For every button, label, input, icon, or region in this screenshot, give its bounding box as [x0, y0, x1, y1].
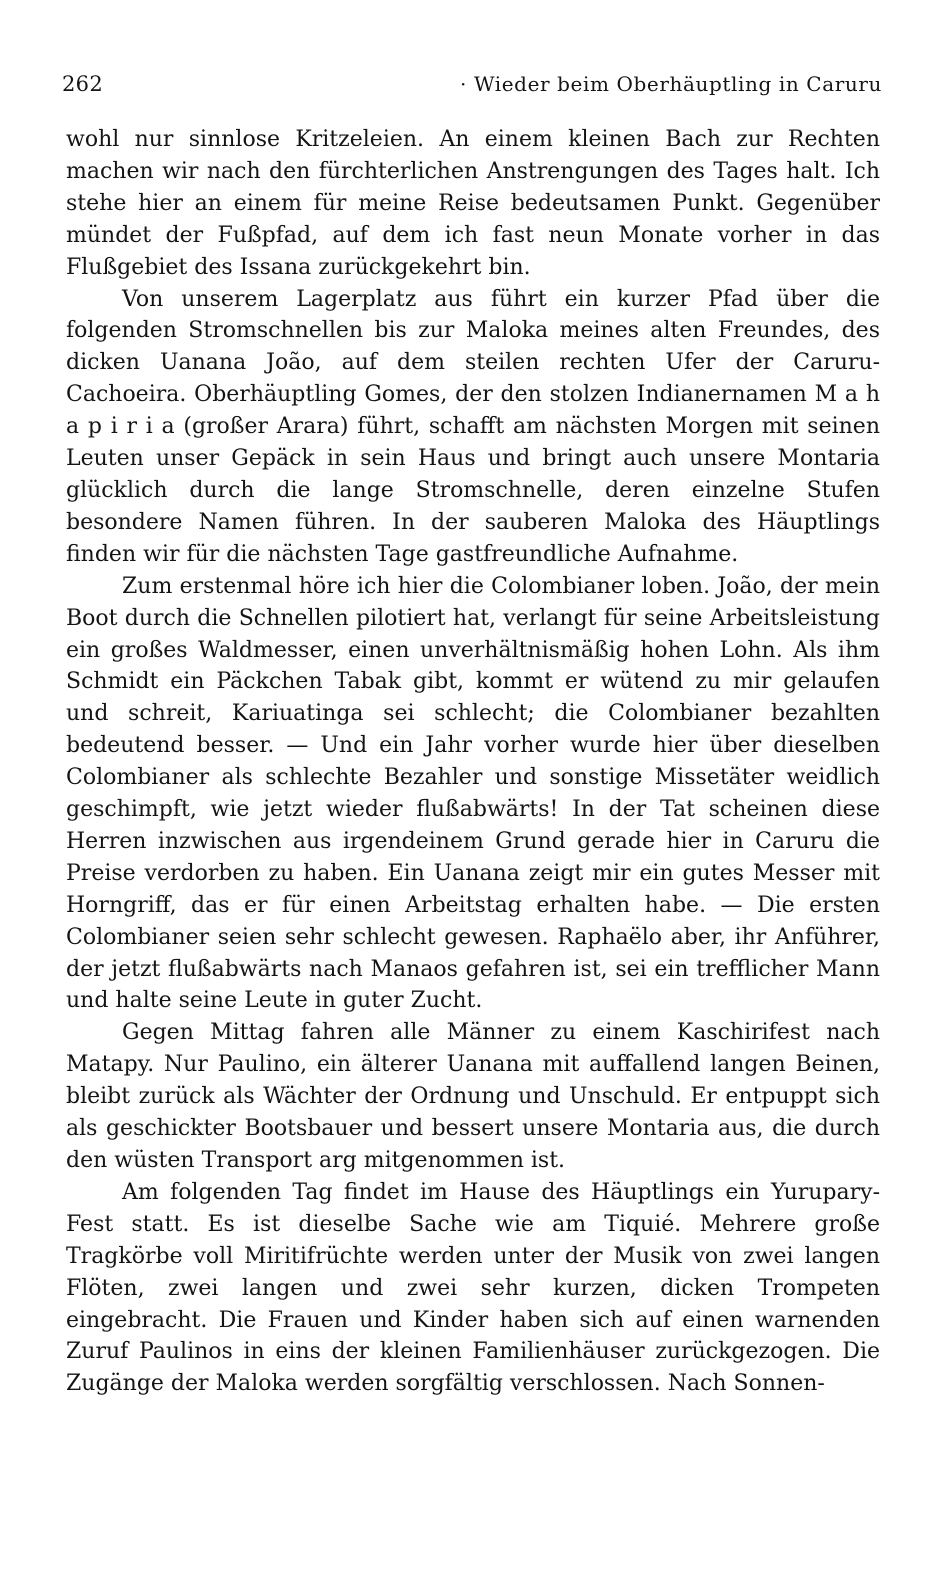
paragraph-5: Am folgenden Tag findet im Hause des Häuptlings ein Yurupary-Fest statt. Es ist dieselbe Sache wie am Tiquié. Mehrere große Tragkörbe voll Miritifrüchte werden unter der Musik von zwei langen Flöten, zwei langen und zwei sehr kurzen, dicken Trompeten eingebracht. Die Frauen und Kinder haben sich auf einen warnenden Zuruf Paulinos in eins der kleinen Familienhäuser zurückgezogen. Die Zugänge der Maloka werden sorgfältig verschlossen. Nach Sonnen- [66, 1179, 880, 1397]
running-title: · Wieder beim Oberhäuptling in Caruru [460, 72, 882, 96]
paragraph-2: Von unserem Lagerplatz aus führt ein kurzer Pfad über die folgenden Stromschnellen bis zur Maloka meines alten Freundes, des dicken Uanana João, auf dem steilen rechten Ufer der Caruru-Cachoeira. Oberhäuptling Gomes, der den stolzen Indianernamen M a h a p i r i a (großer Arara) führt, schafft am nächsten Morgen mit seinen Leuten unser Gepäck in sein Haus und bringt auch unsere Montaria glücklich durch die lange Stromschnelle, deren einzelne Stufen besondere Namen führen. In der sauberen Maloka des Häuptlings finden wir für die nächsten Tage gastfreundliche Aufnahme. [66, 286, 880, 567]
body-text [66, 124, 880, 1400]
page-number: 262 [62, 72, 103, 96]
paragraph-4: Gegen Mittag fahren alle Männer zu einem Kaschirifest nach Matapy. Nur Paulino, ein älterer Uanana mit auffallend langen Beinen, bleibt zurück als Wächter der Ordnung und Unschuld. Er entpuppt sich als geschickter Bootsbauer und bessert unsere Montaria aus, die durch den wüsten Transport arg mitgenommen ist. [66, 1020, 880, 1173]
page-header [62, 72, 882, 102]
paragraph-1: wohl nur sinnlose Kritzeleien. An einem kleinen Bach zur Rechten machen wir nach den fürchterlichen Anstrengungen des Tages halt. Ich stehe hier an einem für meine Reise bedeutsamen Punkt. Gegenüber mündet der Fußpfad, auf dem ich fast neun Monate vorher in das Flußgebiet des Issana zurückgekehrt bin. [66, 127, 880, 280]
paragraph-3: Zum erstenmal höre ich hier die Colombianer loben. João, der mein Boot durch die Schnellen pilotiert hat, verlangt für seine Arbeitsleistung ein großes Waldmesser, einen unverhältnismäßig hohen Lohn. Als ihm Schmidt ein Päckchen Tabak gibt, kommt er wütend zu mir gelaufen und schreit, Kariuatinga sei schlecht; die Colombianer bezahlten bedeutend besser. — Und ein Jahr vorher wurde hier über dieselben Colombianer als schlechte Bezahler und sonstige Missetäter weidlich geschimpft, wie jetzt wieder flußabwärts! In der Tat scheinen diese Herren inzwischen aus irgendeinem Grund gerade hier in Caruru die Preise verdorben zu haben. Ein Uanana zeigt mir ein gutes Messer mit Horngriff, das er für einen Arbeitstag erhalten habe. — Die ersten Colombianer seien sehr schlecht gewesen. Raphaëlo aber, ihr Anführer, der jetzt flußabwärts nach Manaos gefahren ist, sei ein trefflicher Mann und halte seine Leute in guter Zucht. [66, 573, 880, 1014]
